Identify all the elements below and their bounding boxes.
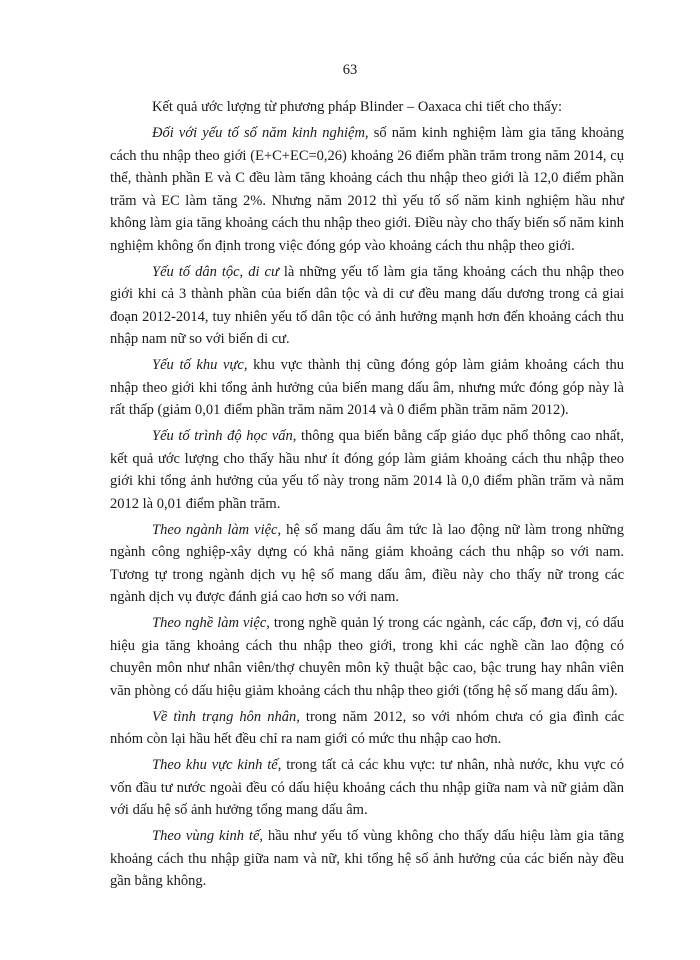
paragraph-experience (110, 122, 624, 257)
paragraph-lead: Theo khu vực kinh tế, (152, 757, 282, 773)
paragraph-marital-status (110, 706, 624, 751)
paragraph-text: trong tất cả các khu vực: tư nhân, nhà nước, khu vực có vốn đầu tư nước ngoài đều có dấu hiệu khoảng cách thu nhập giữa nam và nữ giảm dần với dấu hệ số ảnh hưởng tổng mang dấu âm. (110, 757, 624, 818)
paragraph-lead: Theo ngành làm việc, (152, 521, 282, 538)
paragraph-region (110, 354, 624, 422)
paragraph-lead: Yếu tố trình độ học vấn, (152, 428, 297, 444)
paragraph-occupation (110, 612, 624, 702)
paragraph-ethnicity-migration (110, 261, 624, 351)
paragraph-lead: Về tình trạng hôn nhân, (152, 708, 300, 725)
paragraph-text: trong nghề quản lý trong các ngành, các cấp, đơn vị, có dấu hiệu gia tăng khoảng cách thu nhập theo giới, trong khi các nghề cần lao động có chuyên môn như nhân viên/thợ chuyên môn kỹ thuật bậc cao, bậc trung hay nhân viên văn phòng có dấu hiệu giảm khoảng cách thu nhập theo giới (tổng hệ số mang dấu âm). (110, 615, 624, 699)
paragraph-economic-zone (110, 825, 624, 893)
paragraph-text: khu vực thành thị cũng đóng góp làm giảm khoảng cách thu nhập theo giới khi tổng ảnh hưởng của biến mang dấu âm, nhưng mức đóng góp này là rất thấp (giảm 0,01 điểm phần trăm năm 2014 và 0 điểm phần trăm năm 2012). (110, 357, 625, 418)
paragraph-text: hầu như yếu tố vùng không cho thấy dấu hiệu làm gia tăng khoảng cách thu nhập giữa nam và nữ, khi tổng hệ số ảnh hưởng của các biến này đều gần bằng không. (110, 828, 624, 889)
paragraph-text: hệ số mang dấu âm tức là lao động nữ làm trong những ngành công nghiệp-xây dựng có khả năng giảm khoảng cách thu nhập so với nam. Tương tự trong ngành dịch vụ hệ số mang dấu âm, điều này cho thấy nữ trong các ngành dịch vụ được đánh giá cao hơn so với nam. (110, 521, 624, 605)
paragraph-lead: Yếu tố khu vực, (152, 357, 248, 373)
paragraph-text: Kết quả ước lượng từ phương pháp Blinder – Oaxaca chi tiết cho thấy: (152, 99, 562, 115)
page-body (110, 96, 624, 896)
page-number: 63 (342, 62, 358, 78)
paragraph-lead: Yếu tố dân tộc, di cư (152, 263, 279, 280)
paragraph-industry (110, 519, 624, 609)
paragraph-education (110, 425, 624, 515)
paragraph-lead: Theo nghề làm việc, (152, 615, 270, 631)
paragraph-text: trong năm 2012, so với nhóm chưa có gia đình các nhóm còn lại hầu hết đều chỉ ra nam giới có mức thu nhập cao hơn. (110, 708, 625, 747)
paragraph-text: là những yếu tố làm gia tăng khoảng cách thu nhập theo giới khi cả 3 thành phần của biến dân tộc và di cư đều mang dấu dương trong cả giai đoạn 2012-2014, tuy nhiên yếu tố dân tộc có ảnh hưởng mạnh hơn đến khoảng cách thu nhập nam nữ so với biến di cư. (110, 263, 624, 347)
paragraph-text: số năm kinh nghiệm làm gia tăng khoảng cách thu nhập theo giới (E+C+EC=0,26) khoảng 26 điểm phần trăm trong năm 2014, cụ thể, thành phần E và C đều làm tăng khoảng cách thu nhập theo giới là 12,0 điểm phần trăm và EC làm tăng 2%. Nhưng năm 2012 thì yếu tố số năm kinh nghiệm hầu như không làm gia tăng khoảng cách thu nhập theo giới. Điều này cho thấy biến số năm kinh nghiệm không ổn định trong việc đóng góp vào khoảng cách thu nhập theo giới. (110, 125, 624, 254)
paragraph-economic-sector (110, 754, 624, 822)
paragraph-text: thông qua biến bằng cấp giáo dục phổ thông cao nhất, kết quả ước lượng cho thấy hầu như ít đóng góp làm giảm khoảng cách thu nhập theo giới khi tổng ảnh hưởng của yếu tố này trong năm 2014 là 0,0 điểm phần trăm và năm 2012 là 0,01 điểm phần trăm. (110, 428, 624, 512)
paragraph-lead: Đối với yếu tố số năm kinh nghiệm, (152, 125, 369, 141)
paragraph-intro (110, 96, 624, 119)
paragraph-lead: Theo vùng kinh tế, (152, 828, 264, 844)
